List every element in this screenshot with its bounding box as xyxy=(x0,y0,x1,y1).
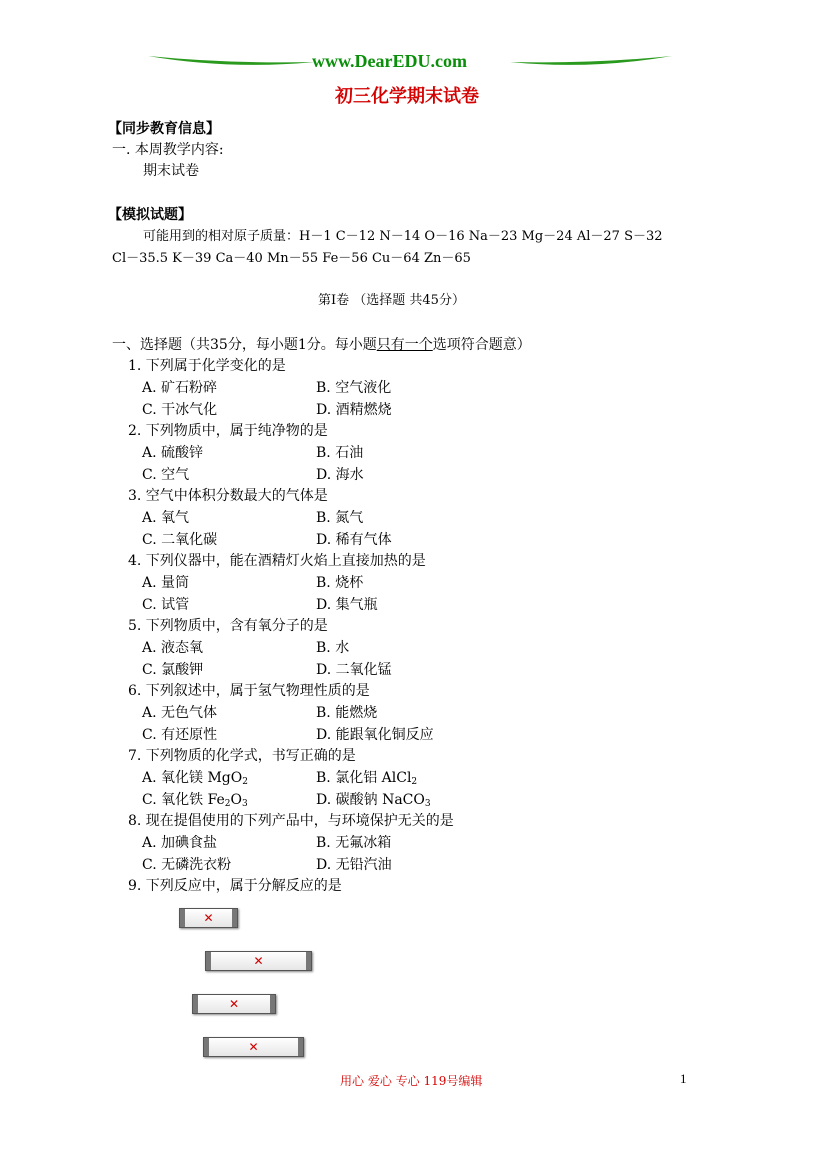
question-6-option-a: A. 无色气体 xyxy=(142,705,218,721)
question-6-option-b: B. 能燃烧 xyxy=(316,705,378,721)
question-3-option-a: A. 氧气 xyxy=(142,510,190,526)
question-7-option-b-text: B. 氯化铝 AlCl xyxy=(316,770,412,786)
site-url: www.DearEDU.com xyxy=(312,51,467,71)
info-item-1: 一. 本周教学内容: xyxy=(112,142,224,158)
question-2-stem: 2. 下列物质中，属于纯净物的是 xyxy=(128,423,328,439)
question-4-option-b: B. 烧杯 xyxy=(316,575,364,591)
question-8-option-a: A. 加碘食盐 xyxy=(142,835,218,851)
question-3-option-c: C. 二氧化碳 xyxy=(142,532,218,548)
question-2-option-c: C. 空气 xyxy=(142,467,190,483)
section-instructions-emphasis: 只有一个 xyxy=(376,337,433,353)
question-1-option-d: D. 酒精燃烧 xyxy=(316,402,392,418)
question-5-option-d: D. 二氧化锰 xyxy=(316,662,392,678)
broken-image-icon: ✕ xyxy=(203,911,214,925)
question-5-option-c: C. 氯酸钾 xyxy=(142,662,204,678)
exam-heading: 【模拟试题】 xyxy=(108,207,192,223)
part-title: 第Ⅰ卷 （选择题 共45分） xyxy=(318,293,465,308)
question-7-option-d xyxy=(316,791,431,813)
question-3-option-b: B. 氮气 xyxy=(316,510,364,526)
question-4-option-d: D. 集气瓶 xyxy=(316,597,378,613)
question-7-option-a-text: A. 氧化镁 MgO xyxy=(142,770,243,786)
section-instructions-pre: 一、选择题（共35分，每小题1分。每小题 xyxy=(112,337,377,353)
broken-image-option-d xyxy=(203,1037,304,1057)
question-7-option-c-text-2: O xyxy=(230,792,243,808)
footer-text: 用心 爱心 专心 119号编辑 xyxy=(340,1074,483,1088)
question-8-stem: 8. 现在提倡使用的下列产品中，与环境保护无关的是 xyxy=(128,813,454,829)
question-5-stem: 5. 下列物质中，含有氧分子的是 xyxy=(128,618,328,634)
question-3-stem: 3. 空气中体积分数最大的气体是 xyxy=(128,488,328,504)
question-7-option-b xyxy=(316,769,417,791)
atomic-masses-line-2: Cl－35.5 K－39 Ca－40 Mn－55 Fe－56 Cu－64 Zn－65 xyxy=(112,251,471,266)
question-1-option-c: C. 干冰气化 xyxy=(142,402,218,418)
broken-image-icon: ✕ xyxy=(228,997,240,1011)
question-2-option-d: D. 海水 xyxy=(316,467,364,483)
question-1-option-a: A. 矿石粉碎 xyxy=(142,380,218,396)
page-number: 1 xyxy=(680,1071,687,1086)
question-7-option-a-subscript: 2 xyxy=(242,777,248,787)
question-7-option-c-text: C. 氧化铁 Fe xyxy=(142,792,225,808)
broken-image-option-c xyxy=(192,994,276,1014)
broken-image-option-b xyxy=(205,951,312,971)
question-4-option-c: C. 试管 xyxy=(142,597,190,613)
broken-image-icon: ✕ xyxy=(253,954,264,968)
question-8-option-c: C. 无磷洗衣粉 xyxy=(142,857,232,873)
question-7-option-a xyxy=(142,769,248,791)
broken-image-option-a xyxy=(179,908,238,928)
question-5-option-a: A. 液态氧 xyxy=(142,640,204,656)
page-title: 初三化学期末试卷 xyxy=(335,86,479,107)
question-4-stem: 4. 下列仪器中，能在酒精灯火焰上直接加热的是 xyxy=(128,553,426,569)
question-7-option-b-subscript: 2 xyxy=(411,777,418,787)
question-7-option-d-subscript: 3 xyxy=(424,799,431,809)
atomic-masses-line-1: 可能用到的相对原子质量：H－1 C－12 N－14 O－16 Na－23 Mg－24 Al－27 S－32 xyxy=(143,229,663,244)
question-8-option-d: D. 无铅汽油 xyxy=(316,857,392,873)
question-7-option-c-subscript-2: 3 xyxy=(242,799,248,809)
question-2-option-b: B. 石油 xyxy=(316,445,364,461)
question-3-option-d: D. 稀有气体 xyxy=(316,532,392,548)
section-instructions-post: 选项符合题意） xyxy=(432,337,531,353)
question-1-option-b: B. 空气液化 xyxy=(316,380,392,396)
question-6-option-c: C. 有还原性 xyxy=(142,727,218,743)
question-7-option-c xyxy=(142,791,248,813)
question-2-option-a: A. 硫酸锌 xyxy=(142,445,204,461)
question-1-stem: 1. 下列属于化学变化的是 xyxy=(128,358,286,374)
question-9-stem: 9. 下列反应中，属于分解反应的是 xyxy=(128,878,342,894)
question-6-option-d: D. 能跟氧化铜反应 xyxy=(316,727,434,743)
info-item-1-value: 期末试卷 xyxy=(143,163,199,179)
question-7-option-d-text: D. 碳酸钠 NaCO xyxy=(316,792,425,808)
question-5-option-b: B. 水 xyxy=(316,640,350,656)
question-7-option-c-subscript-1: 2 xyxy=(224,799,231,809)
question-6-stem: 6. 下列叙述中，属于氢气物理性质的是 xyxy=(128,683,370,699)
question-4-option-a: A. 量筒 xyxy=(142,575,190,591)
section-instructions xyxy=(112,336,531,354)
question-8-option-b: B. 无氟冰箱 xyxy=(316,835,392,851)
broken-image-icon: ✕ xyxy=(248,1040,259,1054)
info-heading: 【同步教育信息】 xyxy=(108,121,220,137)
question-7-stem: 7. 下列物质的化学式，书写正确的是 xyxy=(128,748,356,764)
